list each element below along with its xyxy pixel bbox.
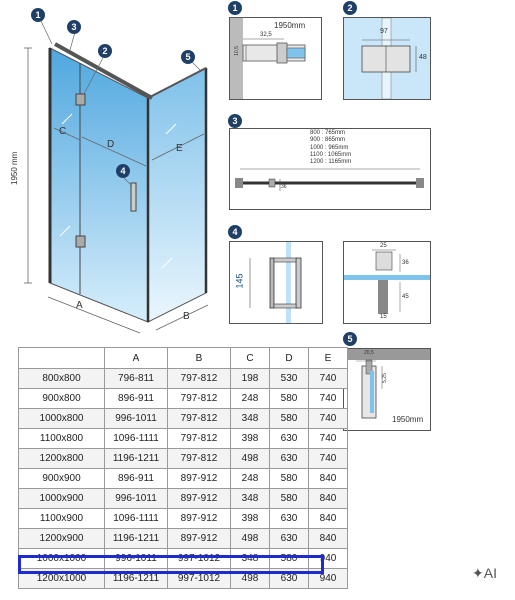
table-cell: 498 [231, 449, 270, 469]
detail-4-mid-label: 36 [402, 260, 409, 266]
table-cell: 797-812 [168, 369, 231, 389]
detail-4-handle [229, 241, 323, 324]
table-row [19, 509, 348, 529]
callout-1-badge: 1 [31, 8, 45, 22]
table-cell: 630 [270, 569, 309, 589]
detail-1-badge: 1 [228, 1, 242, 15]
table-cell: 940 [309, 569, 348, 589]
table-row [19, 449, 348, 469]
table-cell: 1000x900 [19, 489, 105, 509]
table-cell: 630 [270, 529, 309, 549]
table-cell: 897-912 [168, 529, 231, 549]
table-header-a: A [105, 348, 168, 369]
table-cell: 896-911 [105, 389, 168, 409]
table-cell: 1200x900 [19, 529, 105, 549]
dimension-b-label: B [183, 311, 190, 322]
table-header-c: C [231, 348, 270, 369]
table-cell: 1096-1111 [105, 429, 168, 449]
table-cell: 740 [309, 369, 348, 389]
callout-2-badge: 2 [98, 44, 112, 58]
table-row [19, 429, 348, 449]
table-cell: 797-812 [168, 449, 231, 469]
detail-1-width-label: 32,5 [260, 32, 272, 38]
table-row [19, 469, 348, 489]
detail-3-stabilizer [229, 128, 431, 210]
table-cell: 498 [231, 569, 270, 589]
table-cell: 840 [309, 489, 348, 509]
table-cell: 580 [270, 409, 309, 429]
detail-5-side-profile [343, 348, 431, 431]
table-row [19, 489, 348, 509]
table-cell: 997-1012 [168, 569, 231, 589]
detail-3-size-1200: 1200 : 1165mm [310, 159, 352, 166]
table-row [19, 369, 348, 389]
side-glass-panel [148, 68, 206, 322]
detail-4-top-label: 25 [380, 243, 387, 249]
table-cell: 1196-1211 [105, 529, 168, 549]
detail-2-badge: 2 [343, 1, 357, 15]
table-cell: 897-912 [168, 489, 231, 509]
table-cell: 840 [309, 469, 348, 489]
detail-2-hinge [343, 17, 431, 100]
callout-5-badge: 5 [181, 50, 195, 64]
table-cell: 740 [309, 409, 348, 429]
table-cell: 398 [231, 509, 270, 529]
table-cell: 900x900 [19, 469, 105, 489]
detail-1-height-label: 1950mm [274, 21, 306, 30]
table-cell: 996-1011 [105, 489, 168, 509]
table-cell: 630 [270, 429, 309, 449]
table-row [19, 389, 348, 409]
table-cell: 1000x1000 [19, 549, 105, 569]
dimension-d-label: D [107, 139, 115, 150]
detail-3-size-900: 900 : 865mm [310, 137, 346, 144]
detail-5-side-label: 5,25 [381, 373, 388, 383]
table-cell: 997-1012 [168, 549, 231, 569]
table-cell: 800x800 [19, 369, 105, 389]
detail-5-top-label: 20,5 [364, 350, 374, 356]
table-cell: 530 [270, 369, 309, 389]
table-cell: 1100x900 [19, 509, 105, 529]
table-cell: 797-812 [168, 389, 231, 409]
detail-3-badge: 3 [228, 114, 242, 128]
callout-3-badge: 3 [67, 20, 81, 34]
dimension-a-label: A [76, 300, 83, 311]
detail-3-size-1100: 1100 : 1065mm [310, 151, 352, 158]
table-header-row [19, 348, 348, 369]
table-cell: 740 [309, 389, 348, 409]
height-dimension-label: 1950 mm [10, 151, 19, 185]
dimension-e-label: E [176, 143, 183, 154]
table-cell: 996-1011 [105, 549, 168, 569]
table-cell: 498 [231, 529, 270, 549]
table-cell: 580 [270, 389, 309, 409]
ai-watermark: ✦AI [472, 565, 497, 581]
detail-3-size-1000: 1000 : 965mm [310, 144, 349, 151]
table-row [19, 529, 348, 549]
detail-5-height-label: 1950mm [392, 415, 424, 424]
table-cell: 580 [270, 489, 309, 509]
table-cell: 796-811 [105, 369, 168, 389]
detail-5-badge: 5 [343, 332, 357, 346]
hinge-bottom [76, 236, 85, 247]
detail-4-height-label: 145 [234, 273, 245, 289]
detail-4-badge: 4 [228, 225, 242, 239]
table-cell: 580 [270, 549, 309, 569]
table-cell: 630 [270, 449, 309, 469]
table-cell: 580 [270, 469, 309, 489]
detail-4-handle-section [343, 241, 431, 324]
table-row [19, 409, 348, 429]
row-highlight-frame [18, 555, 324, 574]
table-cell: 248 [231, 469, 270, 489]
dimension-c-label: C [59, 126, 67, 137]
table-cell: 797-812 [168, 429, 231, 449]
table-cell: 348 [231, 489, 270, 509]
shower-enclosure-drawing [0, 0, 230, 340]
hinge-top [76, 94, 85, 105]
table-header-b: B [168, 348, 231, 369]
table-cell: 840 [309, 529, 348, 549]
table-header-e: E [309, 348, 348, 369]
table-cell: 630 [270, 509, 309, 529]
table-cell: 797-812 [168, 409, 231, 429]
callout-4-badge: 4 [116, 164, 130, 178]
detail-2-height-label: 48 [419, 54, 427, 61]
table-cell: 740 [309, 429, 348, 449]
dimension-table [18, 347, 348, 589]
detail-3-size-list [310, 130, 351, 166]
detail-4-low-label: 45 [402, 294, 409, 300]
table-cell: 1200x800 [19, 449, 105, 469]
table-header-d: D [270, 348, 309, 369]
table-cell: 900x800 [19, 389, 105, 409]
table-cell: 1196-1211 [105, 569, 168, 589]
table-cell: 896-911 [105, 469, 168, 489]
table-cell: 398 [231, 429, 270, 449]
detail-3-size-800: 800 : 765mm [310, 130, 346, 136]
table-cell: 1000x800 [19, 409, 105, 429]
table-cell: 1100x800 [19, 429, 105, 449]
table-cell: 897-912 [168, 509, 231, 529]
table-cell: 248 [231, 389, 270, 409]
detail-3-side-label: 36 [281, 184, 287, 190]
detail-2-width-label: 97 [380, 28, 388, 35]
table-cell: 1096-1111 [105, 509, 168, 529]
table-cell: 198 [231, 369, 270, 389]
detail-4-bottom-label: 15 [380, 314, 387, 320]
table-cell: 348 [231, 549, 270, 569]
table-cell: 348 [231, 409, 270, 429]
door-handle [131, 183, 136, 211]
table-cell: 996-1011 [105, 409, 168, 429]
table-cell: 740 [309, 449, 348, 469]
table-header-size [19, 348, 105, 369]
table-cell: 940 [309, 549, 348, 569]
table-cell: 1200x1000 [19, 569, 105, 589]
table-cell: 897-912 [168, 469, 231, 489]
table-cell: 840 [309, 509, 348, 529]
detail-1-side-label: 10,5 [233, 46, 240, 56]
table-cell: 1196-1211 [105, 449, 168, 469]
detail-1-wall-profile [229, 17, 322, 100]
